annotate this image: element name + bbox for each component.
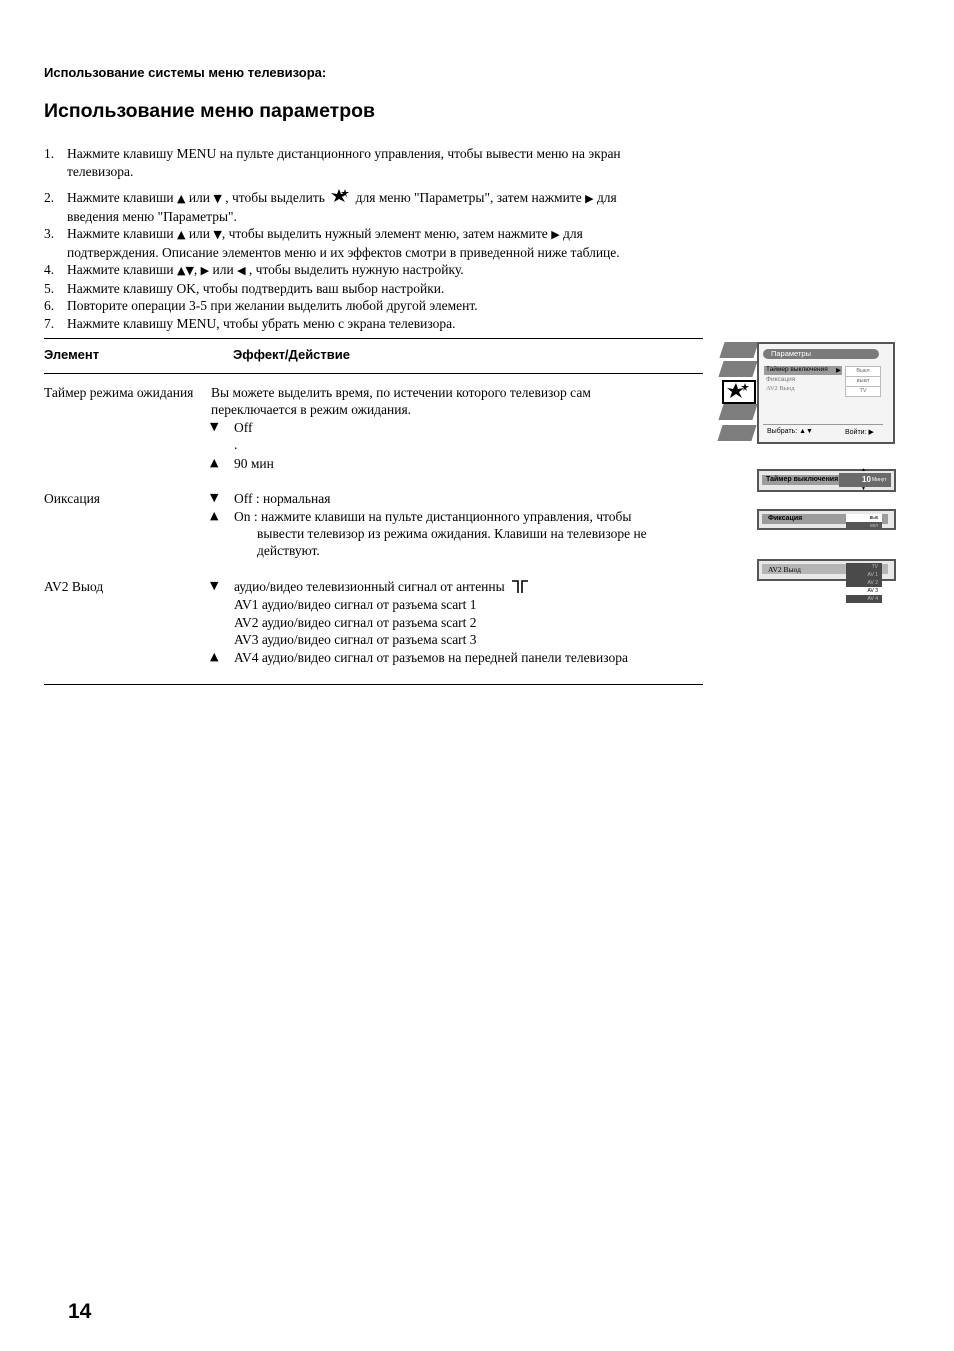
down-arrow-icon: ▼ [210,420,219,433]
right-arrow-icon: ▶ [585,192,594,205]
up-arrow-icon: ▲ [210,509,219,522]
page-heading: Использование меню параметров [44,100,376,122]
right-arrow-icon: ▶ [200,264,210,277]
osd-footer-select: Выбрать: ▲▼ [767,428,813,435]
down-arrow-icon: ▼ [210,579,219,592]
steps-list [44,145,704,332]
osd-timer-value: 10 [862,475,871,484]
step-6: 6. Повторите операции 3-5 при желании выделить любой другой элемент. [44,298,478,313]
up-arrow-icon: ▲ [176,228,186,241]
down-arrow-icon: ▼ [213,228,222,241]
osd-lock-values: вык вкл [846,514,882,530]
right-arrow-icon: ▶ [836,367,841,374]
options-star-icon [330,189,350,203]
up-arrow-icon: ▲ [210,456,219,469]
options-tab-icon [722,380,756,404]
table-top-rule [44,338,703,339]
row-av2-opt1: аудио/видео телевизионный сигнал от антенны [234,578,529,595]
step-2: 2. Нажмите клавиши ▲ или ▼ , чтобы выделить для меню "Параметры", затем нажмите ▶ для введения меню "Параметры". [44,190,617,224]
row-av2-opt3: AV2 аудио/видео сигнал от разъема scart 2 [234,615,477,630]
row-timer-dot: . [234,437,238,452]
row-lock-item: Оиксация [44,491,101,506]
table-bottom-rule [44,684,703,685]
table-header-item: Элемент [44,347,100,362]
up-arrow-icon: ▲ [176,264,186,277]
osd-lock-label: Фиксация [768,515,803,522]
row-lock-opt2: On : нажмите клавиши на пульте дистанционного управления, чтобы вывести телевизор из режима ожидания. Клавиши на телевизоре не действуют. [234,509,647,558]
step-3: 3. Нажмите клавиши ▲ или ▼, чтобы выделить нужный элемент меню, затем нажмите ▶ для подтверждения. Описание элементов меню и их эффектов смотри в приведенной ниже таблице. [44,226,620,260]
right-arrow-icon: ▶ [551,228,560,241]
osd-lock-bar [757,509,896,530]
osd-title-bar [763,349,879,359]
osd-timer-bar [757,469,896,492]
row-timer-desc: Вы можете выделить время, по истечении которого телевизор сам переключается в режим ожидания. [211,385,591,417]
table-header-rule [44,373,703,374]
row-lock-opt1: Off : нормальная [234,491,331,506]
sound-tab-icon [718,361,757,377]
osd-av2-label: AV2 Выод [768,565,801,574]
table-header-effect: Эффект/Действие [233,347,350,362]
down-arrow-icon: ▼ [861,486,866,492]
osd-main-panel [757,342,895,444]
info-tab-icon [717,425,756,441]
step-4: 4. Нажмите клавиши ▲▼, ▶ или ◀ , чтобы выделить нужную настройку. [44,262,464,277]
left-arrow-icon: ◀ [237,264,246,277]
row-av2-opt2: AV1 аудио/видео сигнал от разъема scart 1 [234,597,477,612]
step-1: 1. Нажмите клавишу MENU на пульте дистанционного управления, чтобы вывести меню на экран телевизора. [44,146,621,179]
row-av2-item: AV2 Выод [44,579,104,594]
row-timer-item: Таймер режима ожидания [44,385,194,400]
osd-timer-label: Таймер выключения [766,476,839,483]
step-5: 5. Нажмите клавишу OK, чтобы подтвердить ваш выбор настройки. [44,280,445,296]
osd-title: Параметры [771,349,811,358]
row-timer-opt1: Off [234,420,253,435]
down-arrow-icon: ▼ [210,491,219,504]
osd-item-3: AV2 Выод [766,385,795,392]
row-av2-opt5: AV4 аудио/видео сигнал от разъемов на передней панели телевизора [234,650,628,665]
osd-item-1: Таймер выключения ▶ [766,366,841,374]
step-7: 7. Нажмите клавишу MENU, чтобы убрать меню с экрана телевизора. [44,315,456,331]
row-timer-opt2: 90 мин [234,456,274,471]
osd-item-2: Фиксация [766,376,796,383]
osd-timer-unit: Минут [872,477,887,483]
up-arrow-icon: ▲ [176,192,186,205]
osd-av2-list: TV AV 1 AV 2 AV 3 AV 4 [846,563,882,603]
picture-tab-icon [719,342,758,358]
down-arrow-icon: ▼ [185,264,194,277]
up-arrow-icon: ▲ [861,467,866,473]
down-arrow-icon: ▼ [213,192,222,205]
section-title: Использование системы меню телевизора: [44,65,327,80]
osd-footer-rule [763,424,883,425]
row-av2-opt4: AV3 аудио/видео сигнал от разъема scart 3 [234,632,477,647]
osd-values-box: Выкл выкл TV [845,366,881,397]
osd-menu-illustration [716,340,896,445]
up-arrow-icon: ▲ [210,650,219,663]
antenna-icon [511,579,529,593]
osd-footer-enter: Войти: ▶ [845,429,874,436]
page-number: 14 [68,1300,92,1323]
setup-tab-icon [718,404,757,420]
